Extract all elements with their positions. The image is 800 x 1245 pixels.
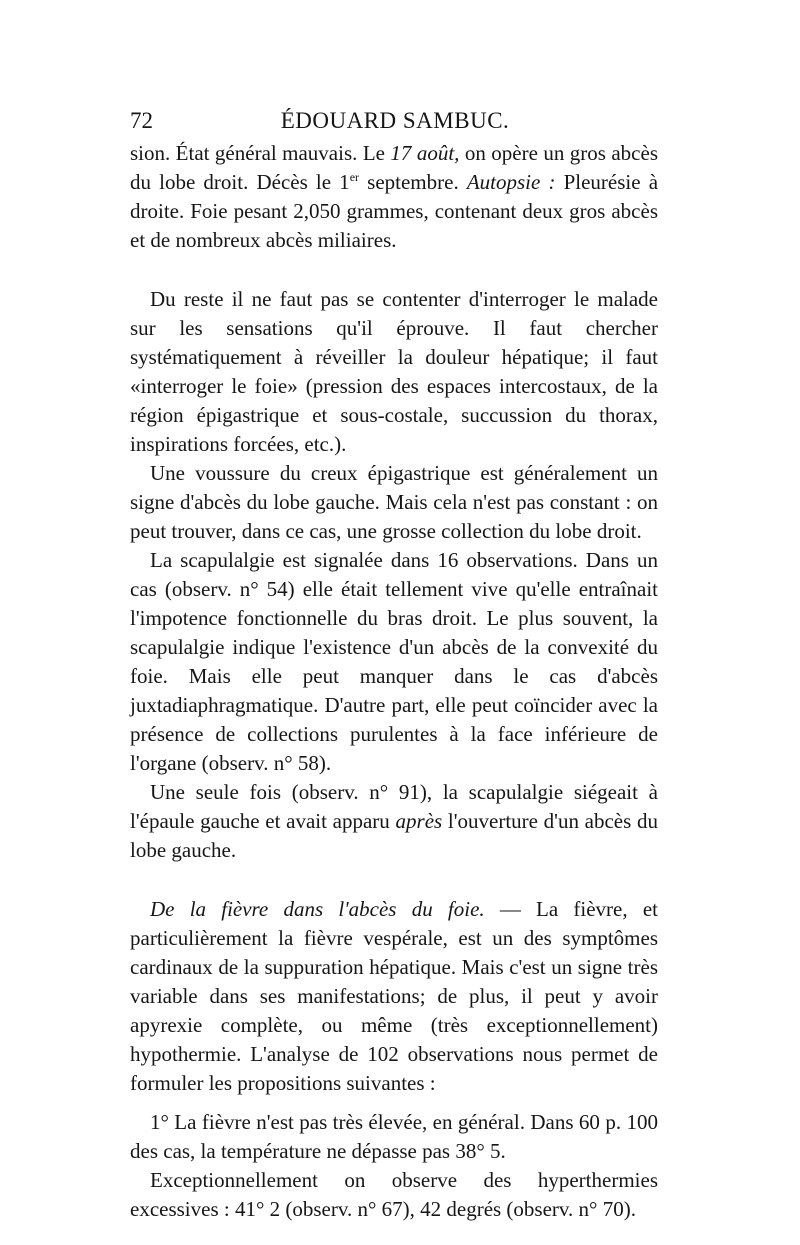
paragraph-douleur: Du reste il ne faut pas se contenter d'interroger le malade sur les sensations qu'il éprouve. Il faut chercher systématiquement à réveiller la douleur hépatique; il faut «interroger le foie» (pression des espaces intercostaux, de la région épigastrique et sous-costale, succussion du thorax, inspirations forcées, etc.). bbox=[130, 287, 658, 456]
paragraph-scapulalgie: La scapulalgie est signalée dans 16 observations. Dans un cas (observ. n° 54) elle était tellement vive qu'elle entraînait l'impotence fonctionnelle du bras droit. Le plus souvent, la scapulalgie indique l'existence d'un abcès de la convexité du foie. Mais elle peut manquer dans le cas d'abcès juxtadiaphragmatique. D'autre part, elle peut coïncider avec la présence de collections purulentes à la face inférieure de l'organe (observ. n° 58). bbox=[130, 548, 658, 775]
page-number: 72 bbox=[130, 108, 153, 133]
proposition-1: 1° La fièvre n'est pas très élevée, en général. Dans 60 p. 100 des cas, la température ne dépasse pas 38° 5. bbox=[130, 1110, 658, 1163]
case-report-paragraph: sion. État général mauvais. Le 17 août, on opère un gros abcès du lobe droit. Décès le 1er septembre. Autopsie : Pleurésie à droite. Foie pesant 2,050 grammes, contenant deux gros abcès et de nombreux abcès miliaires. bbox=[130, 141, 659, 252]
paragraph-hyperthermies: Exceptionnellement on observe des hyperthermies excessives : 41° 2 (observ. n° 67), 42 degrés (observ. n° 70). bbox=[130, 1168, 658, 1221]
section-fievre: De la fièvre dans l'abcès du foie. — La fièvre, et particulièrement la fièvre vespérale, est un des symptômes cardinaux de la suppuration hépatique. Mais c'est un signe très variable dans ses manifestations; de plus, il peut y avoir apyrexie complète, ou même (très exceptionnellement) hypothermie. L'analyse de 102 observations nous permet de formuler les propositions suivantes : bbox=[130, 897, 658, 1095]
running-header bbox=[130, 108, 660, 140]
paragraph-gap bbox=[130, 1098, 658, 1108]
paragraph-gap bbox=[130, 255, 658, 285]
paragraph-voussure: Une voussure du creux épigastrique est généralement un signe d'abcès du lobe gauche. Mais cela n'est pas constant : on peut trouver, dans ce cas, une grosse collection du lobe droit. bbox=[130, 461, 658, 543]
section-heading: De la fièvre dans l'abcès du foie. bbox=[150, 897, 485, 921]
paragraph-scapulalgie-gauche: Une seule fois (observ. n° 91), la scapulalgie siégeait à l'épaule gauche et avait apparu après l'ouverture d'un abcès du lobe gauche. bbox=[130, 780, 659, 862]
paragraph-gap bbox=[130, 865, 658, 895]
running-title: ÉDOUARD SAMBUC. bbox=[280, 108, 510, 133]
page-body bbox=[130, 139, 658, 1224]
